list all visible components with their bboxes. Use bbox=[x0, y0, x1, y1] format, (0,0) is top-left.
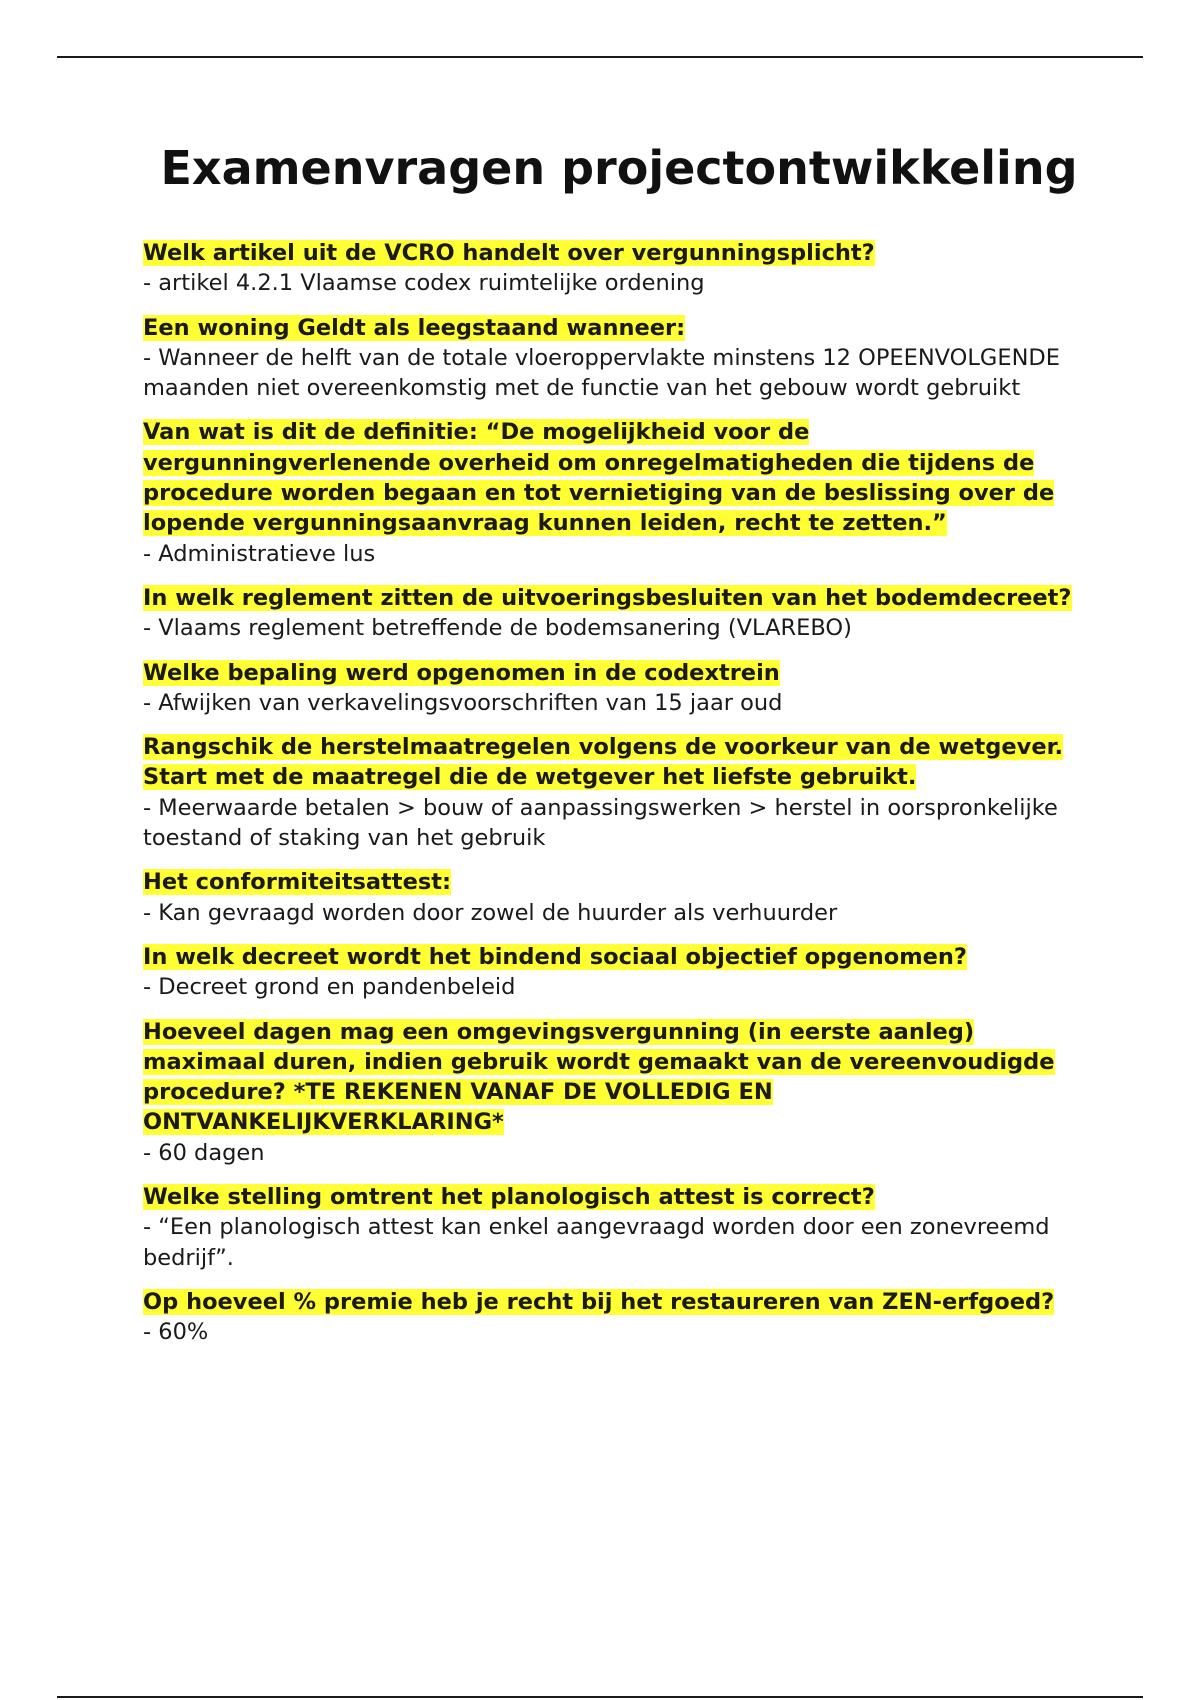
question-highlight: Welke stelling omtrent het planologisch attest is correct? bbox=[143, 1184, 875, 1211]
qa-item bbox=[143, 583, 1083, 644]
question-highlight: Van wat is dit de definitie: “De mogelijkheid voor de vergunningverlenende overheid om onregelmatigheden die tijdens de procedure worden begaan en tot vernietiging van de beslissing over de lopende vergunningsaanvraag kunnen leiden, recht te zetten.” bbox=[143, 419, 1055, 537]
answer: - Afwijken van verkavelingsvoorschriften van 15 jaar oud bbox=[143, 689, 783, 716]
page-title: Examenvragen projectontwikkeling bbox=[160, 141, 1078, 195]
question-highlight: Hoeveel dagen mag een omgevingsvergunning (in eerste aanleg) maximaal duren, indien gebruik wordt gemaakt van de vereenvoudigde procedure? *TE REKENEN VANAF DE VOLLEDIG EN ONTVANKELIJKVERKLARING* bbox=[143, 1018, 1055, 1136]
answer: - 60 dagen bbox=[143, 1139, 265, 1166]
answer: - Decreet grond en pandenbeleid bbox=[143, 974, 516, 1001]
question-highlight: Welk artikel uit de VCRO handelt over vergunningsplicht? bbox=[143, 240, 875, 266]
answer: - Meerwaarde betalen > bouw of aanpassingswerken > herstel in oorspronkelijke toestand of staking van het gebruik bbox=[143, 794, 1058, 852]
qa-item bbox=[143, 238, 1083, 299]
question-highlight: In welk decreet wordt het bindend sociaal objectief opgenomen? bbox=[143, 943, 967, 970]
answer: - Vlaams reglement betreffende de bodemsanering (VLAREBO) bbox=[143, 615, 852, 642]
answer: - Wanneer de helft van de totale vloeroppervlakte minstens 12 OPEENVOLGENDE maanden niet overeenkomstig met de functie van het gebouw wordt gebruikt bbox=[143, 344, 1060, 402]
qa-item bbox=[143, 1017, 1083, 1168]
question-highlight: Een woning Geldt als leegstaand wanneer: bbox=[143, 314, 686, 341]
question-highlight: Welke bepaling werd opgenomen in de codextrein bbox=[143, 659, 780, 686]
question bbox=[143, 1017, 1083, 1138]
qa-item bbox=[143, 658, 1083, 719]
question bbox=[143, 1182, 1083, 1212]
answer: - artikel 4.2.1 Vlaamse codex ruimtelijke ordening bbox=[143, 270, 705, 297]
qa-item bbox=[143, 1182, 1083, 1273]
qa-item bbox=[143, 1287, 1083, 1348]
question bbox=[143, 1287, 1083, 1317]
answer: - Kan gevraagd worden door zowel de huurder als verhuurder bbox=[143, 899, 838, 926]
question-highlight: Rangschik de herstelmaatregelen volgens de voorkeur van de wetgever. Start met de maatregel die de wetgever het liefste gebruikt. bbox=[143, 734, 1064, 791]
question bbox=[143, 942, 1083, 972]
qa-item bbox=[143, 313, 1083, 404]
answer: - Administratieve lus bbox=[143, 540, 376, 567]
question bbox=[143, 417, 1083, 538]
qa-item bbox=[143, 417, 1083, 568]
question bbox=[143, 238, 1083, 268]
answer: - 60% bbox=[143, 1319, 209, 1346]
question-highlight: Het conformiteitsattest: bbox=[143, 869, 451, 896]
question bbox=[143, 732, 1083, 793]
top-rule bbox=[57, 56, 1143, 58]
question bbox=[143, 583, 1083, 613]
question-highlight: In welk reglement zitten de uitvoeringsbesluiten van het bodemdecreet? bbox=[143, 584, 1072, 611]
qa-item bbox=[143, 732, 1083, 853]
question-highlight: Op hoeveel % premie heb je recht bij het restaureren van ZEN-erfgoed? bbox=[143, 1288, 1055, 1315]
question bbox=[143, 867, 1083, 897]
question bbox=[143, 658, 1083, 688]
qa-item bbox=[143, 867, 1083, 928]
qa-item bbox=[143, 942, 1083, 1003]
question bbox=[143, 313, 1083, 343]
qa-list bbox=[143, 238, 1083, 1362]
bottom-rule bbox=[57, 1696, 1143, 1698]
answer: - “Een planologisch attest kan enkel aangevraagd worden door een zonevreemd bedrijf”. bbox=[143, 1214, 1050, 1271]
